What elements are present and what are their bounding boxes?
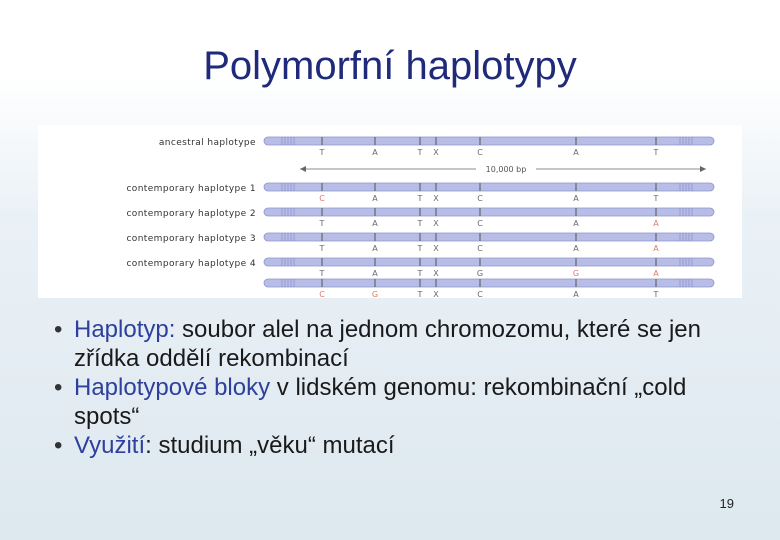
allele-letter: T — [417, 148, 423, 157]
allele-letter: G — [572, 269, 580, 278]
allele-letter: A — [653, 219, 659, 228]
bullet-highlight: Využití — [74, 432, 146, 459]
allele-letter: A — [653, 244, 659, 253]
allele-letter: T — [417, 219, 423, 228]
chromosome-bar — [264, 279, 714, 287]
haplotype-figure — [38, 125, 742, 298]
scale-arrow-right — [700, 166, 706, 172]
allele-letter: A — [372, 269, 378, 278]
haplotype-row — [126, 208, 714, 228]
chromosome-bar — [264, 208, 714, 216]
allele-letter: X — [433, 244, 439, 253]
allele-letter: T — [653, 148, 659, 157]
bullet-text: : studium „věku“ mutací — [145, 432, 395, 459]
bullet-item-haplotyp — [54, 315, 744, 373]
allele-letter: T — [417, 290, 423, 298]
allele-letter: A — [573, 219, 579, 228]
allele-letter: X — [433, 290, 439, 298]
allele-letter: A — [573, 194, 579, 203]
allele-letter: G — [476, 269, 484, 278]
bullet-highlight: Haplotyp: — [74, 316, 176, 343]
haplotype-row — [159, 137, 714, 157]
haplotype-diagram — [38, 125, 742, 298]
allele-letter: A — [573, 244, 579, 253]
bullet-item-vyuziti — [54, 431, 744, 460]
haplotype-label: contemporary haplotype 4 — [126, 259, 256, 269]
haplotype-label: contemporary haplotype 2 — [126, 209, 256, 219]
haplotype-label: ancestral haplotype — [158, 138, 256, 148]
allele-letter: C — [319, 290, 325, 298]
allele-letter: C — [477, 290, 483, 298]
allele-letter: A — [372, 194, 378, 203]
slide-title: Polymorfní haplotypy — [203, 44, 577, 88]
bullet-highlight: Haplotypové bloky — [74, 374, 271, 401]
bullet-text: v lidském genomu: rekombinační „cold spots“ — [74, 374, 687, 430]
allele-letter: A — [372, 219, 378, 228]
allele-letter: X — [433, 194, 439, 203]
chromosome-bar — [264, 137, 714, 145]
allele-letter: T — [319, 244, 325, 253]
allele-letter: A — [573, 148, 579, 157]
allele-letter: T — [653, 194, 659, 203]
allele-letter: C — [477, 194, 483, 203]
allele-letter: X — [433, 269, 439, 278]
allele-letter: T — [319, 148, 325, 157]
allele-letter: T — [653, 290, 659, 298]
chromosome-bar — [264, 233, 714, 241]
allele-letter: G — [371, 290, 379, 298]
scale-arrow-left — [300, 166, 306, 172]
allele-letter: C — [477, 148, 483, 157]
allele-letter: T — [417, 194, 423, 203]
allele-letter: T — [319, 269, 325, 278]
haplotype-label: contemporary haplotype 3 — [126, 234, 256, 244]
haplotype-row — [126, 233, 714, 253]
bullet-item-haplotypove-bloky — [54, 373, 744, 431]
bullet-list — [54, 315, 744, 460]
allele-letter: T — [417, 244, 423, 253]
allele-letter: A — [372, 244, 378, 253]
allele-letter: X — [433, 148, 439, 157]
scale-label: 10,000 bp — [485, 165, 527, 174]
bullet-text: soubor alel na jednom chromozomu, které se jen zřídka oddělí rekombinací — [74, 316, 701, 372]
allele-letter: A — [573, 290, 579, 298]
chromosome-bar — [264, 258, 714, 266]
haplotype-label: contemporary haplotype 1 — [126, 184, 256, 194]
haplotype-row — [264, 279, 714, 298]
page-number: 19 — [719, 496, 734, 511]
allele-letter: A — [372, 148, 378, 157]
allele-letter: C — [319, 194, 325, 203]
allele-letter: A — [653, 269, 659, 278]
allele-letter: C — [477, 219, 483, 228]
allele-letter: X — [433, 219, 439, 228]
haplotype-row — [126, 258, 714, 278]
haplotype-row — [126, 183, 714, 203]
allele-letter: C — [477, 244, 483, 253]
allele-letter: T — [417, 269, 423, 278]
chromosome-bar — [264, 183, 714, 191]
allele-letter: T — [319, 219, 325, 228]
